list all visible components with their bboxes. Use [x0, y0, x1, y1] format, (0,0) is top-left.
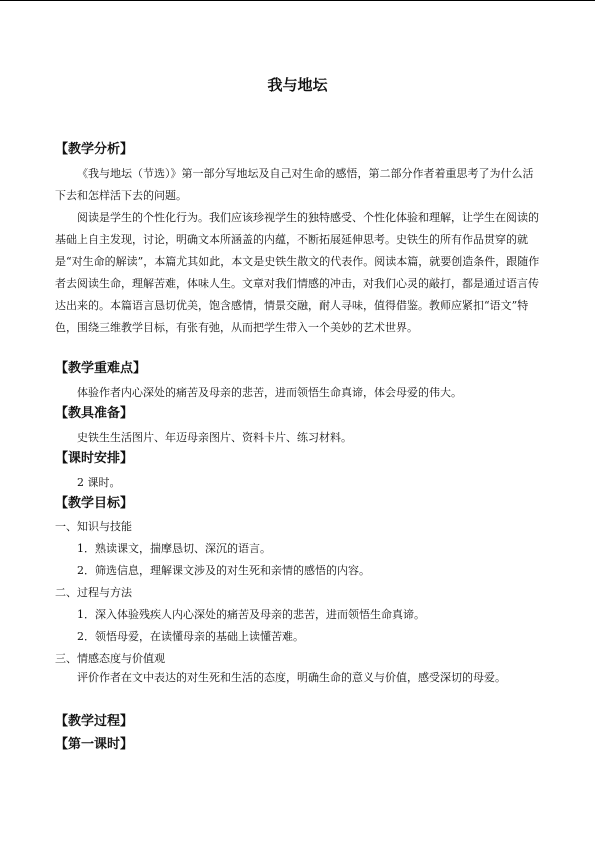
goal-2-item-2: 2．领悟母爱，在读懂母亲的基础上读懂苦难。 [77, 630, 304, 643]
goal-2-title: 二、过程与方法 [55, 586, 132, 599]
heading-process: 【教学过程】 [55, 714, 134, 729]
goal-3-text: 评价作者在文中表达的对生死和生活的态度，明确生命的意义与价值，感受深切的母爱。 [77, 671, 506, 684]
heading-goals: 【教学目标】 [55, 496, 134, 511]
page-title: 我与地坛 [267, 76, 328, 94]
goal-1-item-1: 1．熟读课文，揣摩恳切、深沉的语言。 [77, 542, 271, 555]
heading-schedule: 【课时安排】 [55, 451, 134, 466]
key-points-text: 体验作者内心深处的痛苦及母亲的悲苦，进而领悟生命真谛，体会母爱的伟大。 [77, 386, 462, 399]
goal-1-title: 一、知识与技能 [55, 520, 132, 533]
goal-1-item-2: 2．筛选信息，理解课文涉及的对生死和亲情的感悟的内容。 [77, 564, 370, 577]
heading-teaching-analysis: 【教学分析】 [55, 142, 134, 157]
analysis-paragraph-1: 《我与地坛（节选）》第一部分写地坛及自己对生命的感悟，第二部分作者着重思考了为什么活下去和怎样活下去的问题。 [55, 167, 534, 202]
heading-first-lesson: 【第一课时】 [55, 737, 134, 752]
materials-text: 史铁生生活图片、年迈母亲图片、资料卡片、练习材料。 [77, 431, 352, 444]
heading-key-points: 【教学重难点】 [55, 361, 147, 376]
schedule-text: 2 课时。 [77, 476, 121, 489]
analysis-paragraph-2: 阅读是学生的个性化行为。我们应该珍视学生的独特感受、个性化体验和理解，让学生在阅读的基础上自主发现，讨论，明确文本所涵盖的内蕴，不断拓展延伸思考。史铁生的所有作品贯穿的就是“对生命的解读”，本篇尤其如此，本文是史铁生散文的代表作。阅读本篇，就要创造条件，跟随作者去阅读生命，理解苦难，体味人生。文章对我们情感的冲击，对我们心灵的敲打，都是通过语言传达出来的。本篇语言恳切优美，饱含感情，情景交融，耐人寻味，值得借鉴。教师应紧扣“语文”特色，围绕三维教学目标，有张有弛，从而把学生带入一个美妙的艺术世界。 [55, 211, 540, 334]
goal-3-title: 三、情感态度与价值观 [55, 652, 165, 665]
goal-2-item-1: 1．深入体验残疾人内心深处的痛苦及母亲的悲苦，进而领悟生命真谛。 [77, 608, 425, 621]
heading-materials: 【教具准备】 [55, 406, 134, 421]
